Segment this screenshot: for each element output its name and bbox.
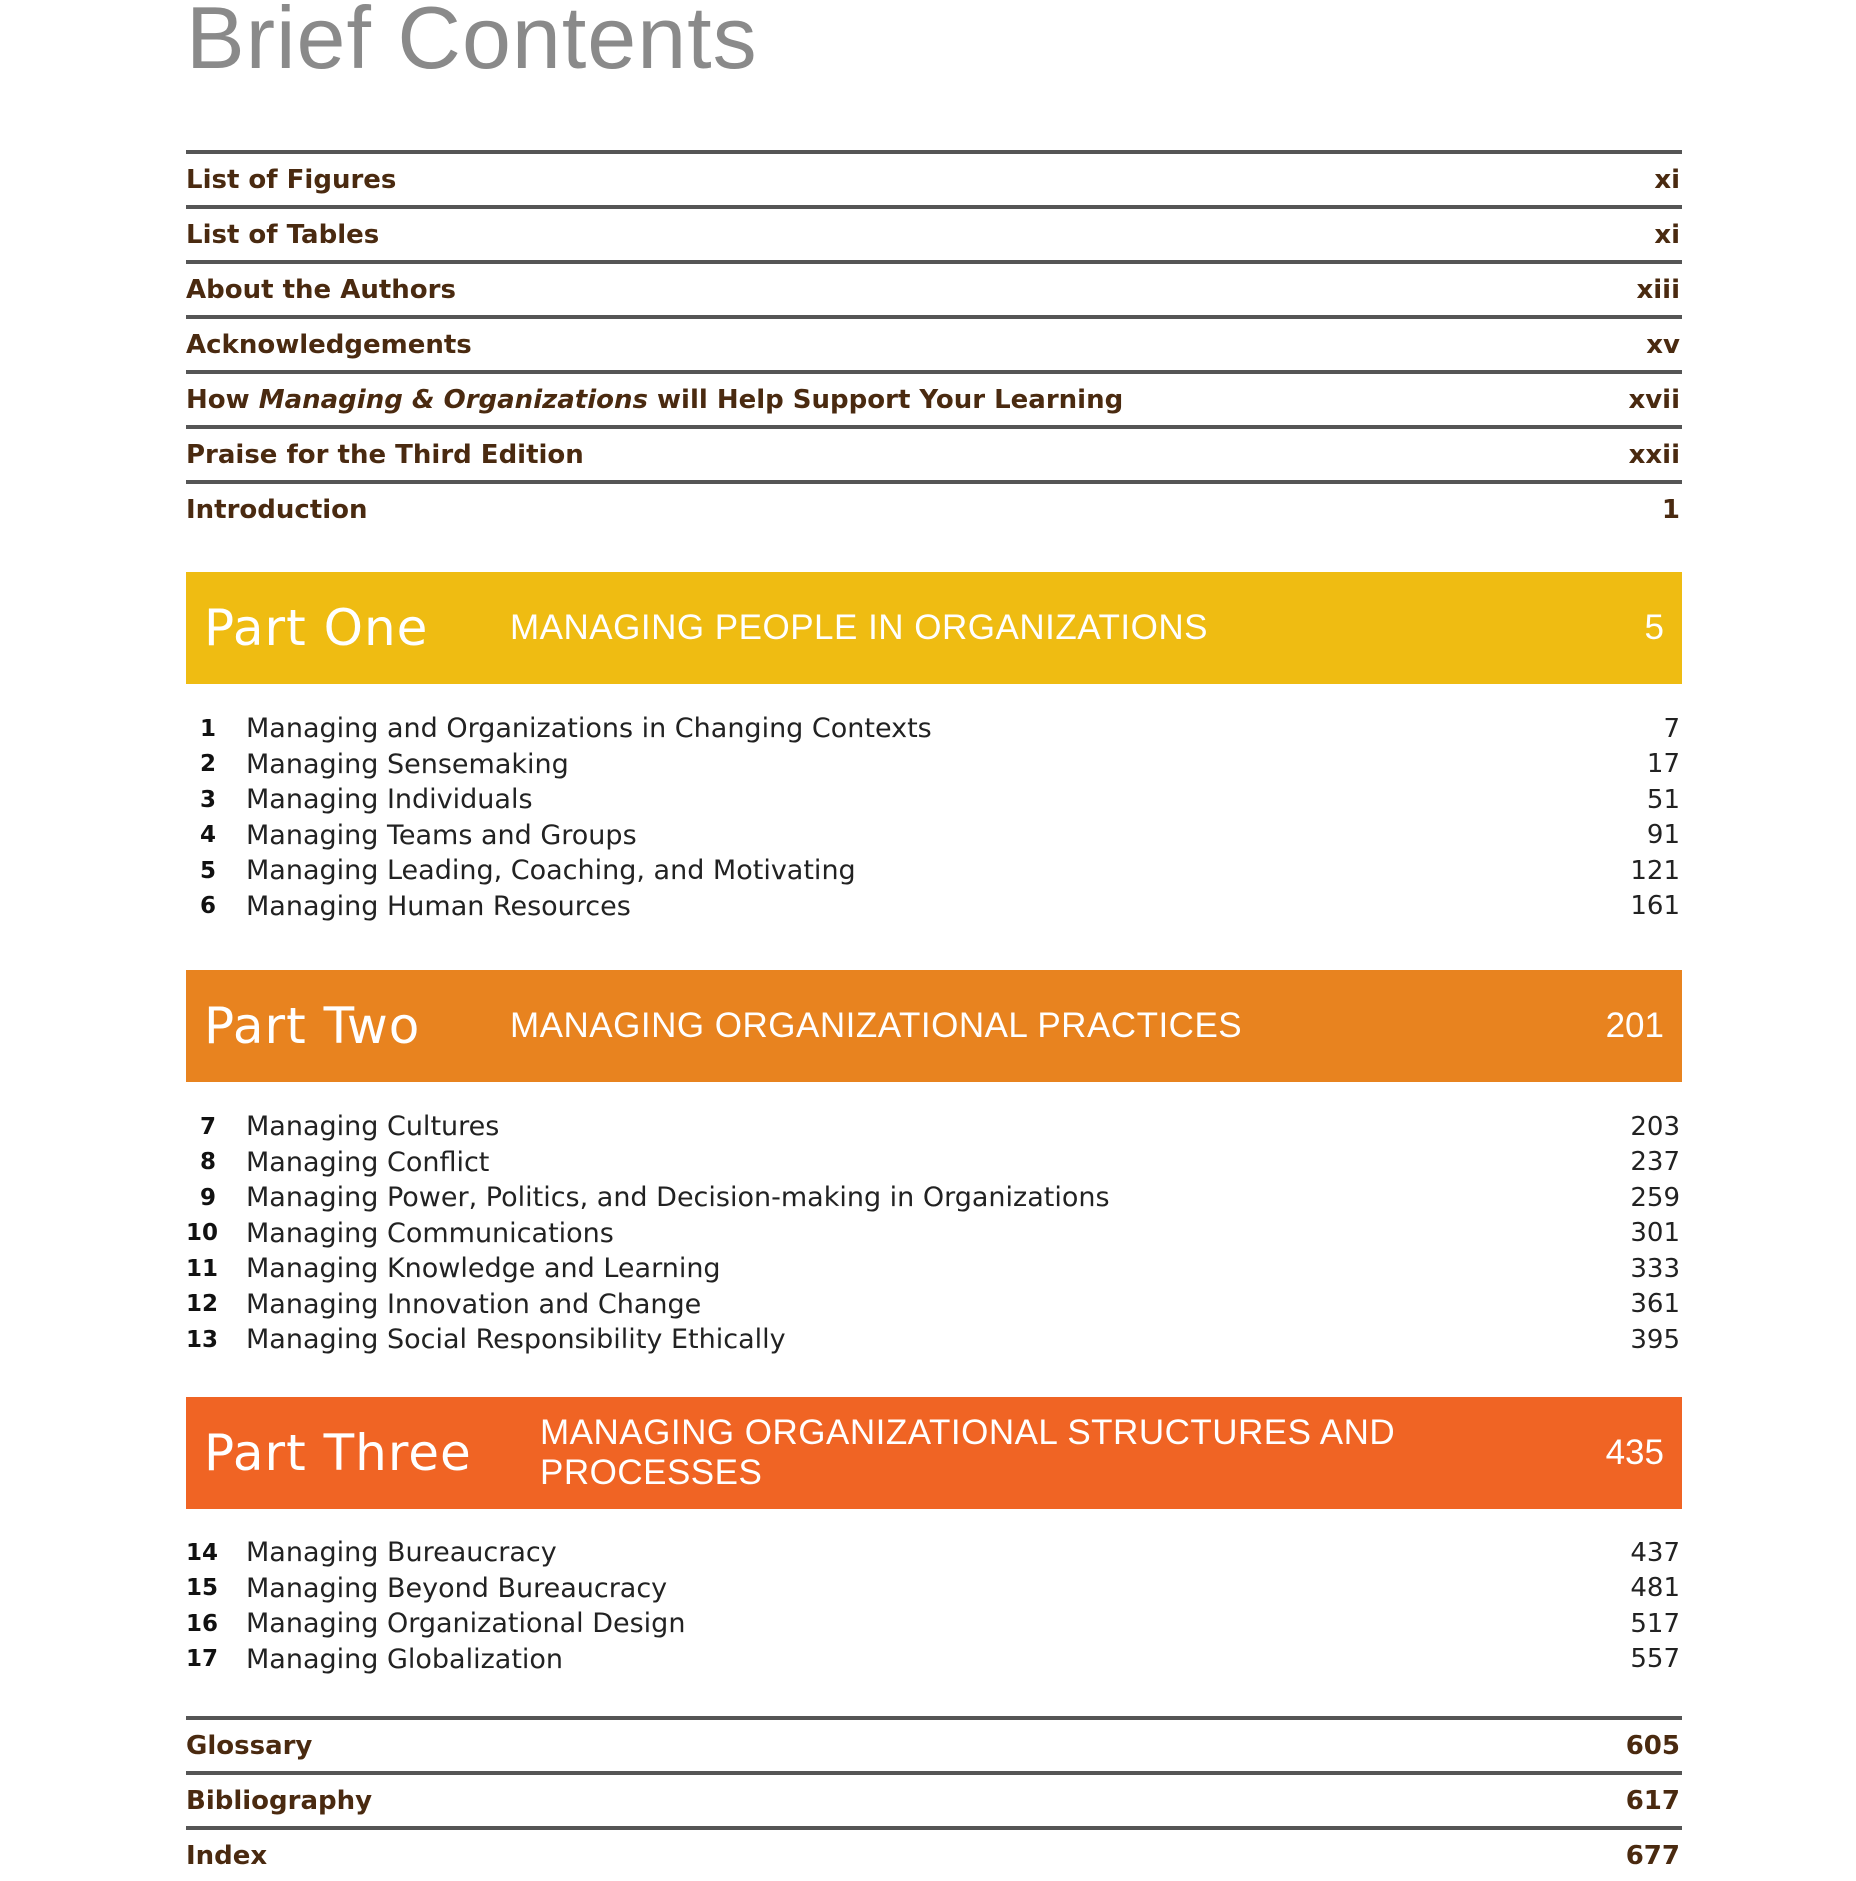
chapter-entry[interactable] (186, 1642, 1682, 1678)
toc-entry-about-the-authors[interactable] (186, 264, 1682, 319)
chapter-number: 14 (186, 1539, 219, 1566)
chapter-page: 481 (1630, 1573, 1680, 1604)
chapter-number: 1 (200, 715, 217, 742)
chapter-entry[interactable] (186, 1287, 1682, 1323)
chapter-number: 3 (200, 786, 217, 813)
chapter-entry[interactable] (186, 853, 1682, 889)
chapter-entry[interactable] (186, 818, 1682, 854)
part-title: MANAGING ORGANIZATIONAL PRACTICES (510, 1006, 1243, 1045)
toc-entry-label: About the Authors (186, 274, 456, 305)
chapter-entry[interactable] (186, 747, 1682, 783)
chapter-entry[interactable] (186, 1606, 1682, 1642)
chapter-number: 2 (200, 751, 217, 778)
chapter-page: 437 (1630, 1537, 1680, 1568)
chapter-number: 10 (186, 1220, 219, 1247)
toc-entry-page: 677 (1625, 1840, 1680, 1871)
toc-entry-page: xi (1654, 164, 1680, 195)
chapter-number: 15 (186, 1575, 219, 1602)
toc-entry-label: Acknowledgements (186, 329, 472, 360)
chapter-title: Managing Knowledge and Learning (246, 1253, 721, 1285)
chapter-entry[interactable] (186, 782, 1682, 818)
back-matter-list (186, 1716, 1682, 1881)
chapter-title: Managing Bureaucracy (246, 1537, 557, 1569)
toc-entry-page: 1 (1661, 494, 1680, 525)
chapter-title: Managing Individuals (246, 784, 533, 816)
part-title: MANAGING ORGANIZATIONAL STRUCTURES AND PROCESSES (540, 1413, 1396, 1492)
part-two-banner[interactable] (186, 970, 1682, 1082)
toc-entry-bibliography[interactable] (186, 1775, 1682, 1830)
part-label: Part Three (204, 1424, 472, 1482)
part-title: MANAGING PEOPLE IN ORGANIZATIONS (510, 608, 1208, 647)
chapter-entry[interactable] (186, 1180, 1682, 1216)
chapter-number: 13 (186, 1326, 219, 1353)
chapter-page: 161 (1630, 891, 1680, 922)
part-label: Part One (204, 599, 429, 657)
toc-entry-label: List of Tables (186, 219, 380, 250)
chapter-number: 17 (186, 1646, 219, 1673)
book-title-italic: Managing & Organizations (258, 384, 648, 415)
toc-entry-how-to-use[interactable] (186, 374, 1682, 429)
chapter-title: Managing Social Responsibility Ethically (246, 1324, 786, 1356)
front-matter-list (186, 150, 1682, 535)
toc-entry-label: Index (186, 1840, 268, 1871)
chapter-title: Managing Human Resources (246, 890, 631, 922)
toc-entry-label: Glossary (186, 1730, 313, 1761)
page-title: Brief Contents (186, 0, 758, 87)
toc-entry-label: Introduction (186, 494, 368, 525)
chapter-entry[interactable] (186, 1322, 1682, 1358)
chapter-page: 203 (1630, 1111, 1680, 1142)
chapter-page: 237 (1630, 1147, 1680, 1178)
chapter-entry[interactable] (186, 1251, 1682, 1287)
chapter-page: 259 (1630, 1182, 1680, 1213)
chapter-number: 6 (200, 893, 217, 920)
chapter-number: 5 (200, 857, 217, 884)
chapter-page: 7 (1663, 713, 1680, 744)
toc-entry-list-of-tables[interactable] (186, 209, 1682, 264)
chapter-page: 361 (1630, 1289, 1680, 1320)
chapter-entry[interactable] (186, 1571, 1682, 1607)
part-two-chapters (186, 1109, 1682, 1358)
chapter-page: 557 (1630, 1644, 1680, 1675)
toc-entry-list-of-figures[interactable] (186, 154, 1682, 209)
toc-entry-page: xxii (1628, 439, 1680, 470)
chapter-page: 301 (1630, 1218, 1680, 1249)
toc-entry-page: 605 (1625, 1730, 1680, 1761)
chapter-number: 7 (200, 1113, 217, 1140)
part-label: Part Two (204, 997, 421, 1055)
toc-entry-praise[interactable] (186, 429, 1682, 484)
toc-entry-label: How Managing & Organizations will Help Support Your Learning (186, 384, 1124, 415)
chapter-title: Managing Organizational Design (246, 1608, 686, 1640)
chapter-page: 91 (1646, 820, 1680, 851)
chapter-title: Managing Globalization (246, 1643, 564, 1675)
toc-entry-page: xiii (1636, 274, 1680, 305)
part-three-banner[interactable] (186, 1397, 1682, 1509)
part-page: 5 (1644, 608, 1664, 647)
chapter-number: 4 (200, 822, 217, 849)
chapter-number: 11 (186, 1255, 219, 1282)
chapter-page: 333 (1630, 1253, 1680, 1284)
chapter-entry[interactable] (186, 1109, 1682, 1145)
chapter-number: 16 (186, 1610, 219, 1637)
part-one-banner[interactable] (186, 572, 1682, 684)
chapter-title: Managing Teams and Groups (246, 819, 637, 851)
chapter-entry[interactable] (186, 711, 1682, 747)
part-page: 201 (1605, 1006, 1664, 1045)
part-page: 435 (1605, 1433, 1664, 1472)
toc-entry-label: Praise for the Third Edition (186, 439, 584, 470)
part-one-chapters (186, 711, 1682, 924)
chapter-entry[interactable] (186, 1535, 1682, 1571)
chapter-number: 8 (200, 1149, 217, 1176)
chapter-title: Managing Beyond Bureaucracy (246, 1572, 668, 1604)
toc-entry-glossary[interactable] (186, 1720, 1682, 1775)
chapter-page: 121 (1630, 855, 1680, 886)
toc-entry-label: List of Figures (186, 164, 397, 195)
chapter-title: Managing Conflict (246, 1146, 490, 1178)
chapter-title: Managing Sensemaking (246, 748, 569, 780)
chapter-entry[interactable] (186, 1216, 1682, 1252)
chapter-page: 395 (1630, 1324, 1680, 1355)
chapter-title: Managing Innovation and Change (246, 1288, 702, 1320)
chapter-title: Managing and Organizations in Changing Contexts (246, 713, 932, 745)
chapter-number: 9 (200, 1184, 217, 1211)
toc-entry-acknowledgements[interactable] (186, 319, 1682, 374)
chapter-page: 51 (1646, 784, 1680, 815)
chapter-title: Managing Leading, Coaching, and Motivating (246, 855, 856, 887)
chapter-entry[interactable] (186, 889, 1682, 925)
toc-entry-page: xv (1646, 329, 1680, 360)
part-three-chapters (186, 1535, 1682, 1677)
toc-entry-introduction[interactable] (186, 484, 1682, 535)
chapter-title: Managing Cultures (246, 1111, 500, 1143)
toc-entry-page: 617 (1625, 1785, 1680, 1816)
chapter-title: Managing Power, Politics, and Decision-making in Organizations (246, 1182, 1110, 1214)
toc-entry-page: xvii (1628, 384, 1680, 415)
toc-entry-label: Bibliography (186, 1785, 373, 1816)
chapter-entry[interactable] (186, 1145, 1682, 1181)
toc-entry-page: xi (1654, 219, 1680, 250)
chapter-title: Managing Communications (246, 1217, 614, 1249)
chapter-page: 17 (1646, 749, 1680, 780)
chapter-number: 12 (186, 1291, 219, 1318)
chapter-page: 517 (1630, 1608, 1680, 1639)
